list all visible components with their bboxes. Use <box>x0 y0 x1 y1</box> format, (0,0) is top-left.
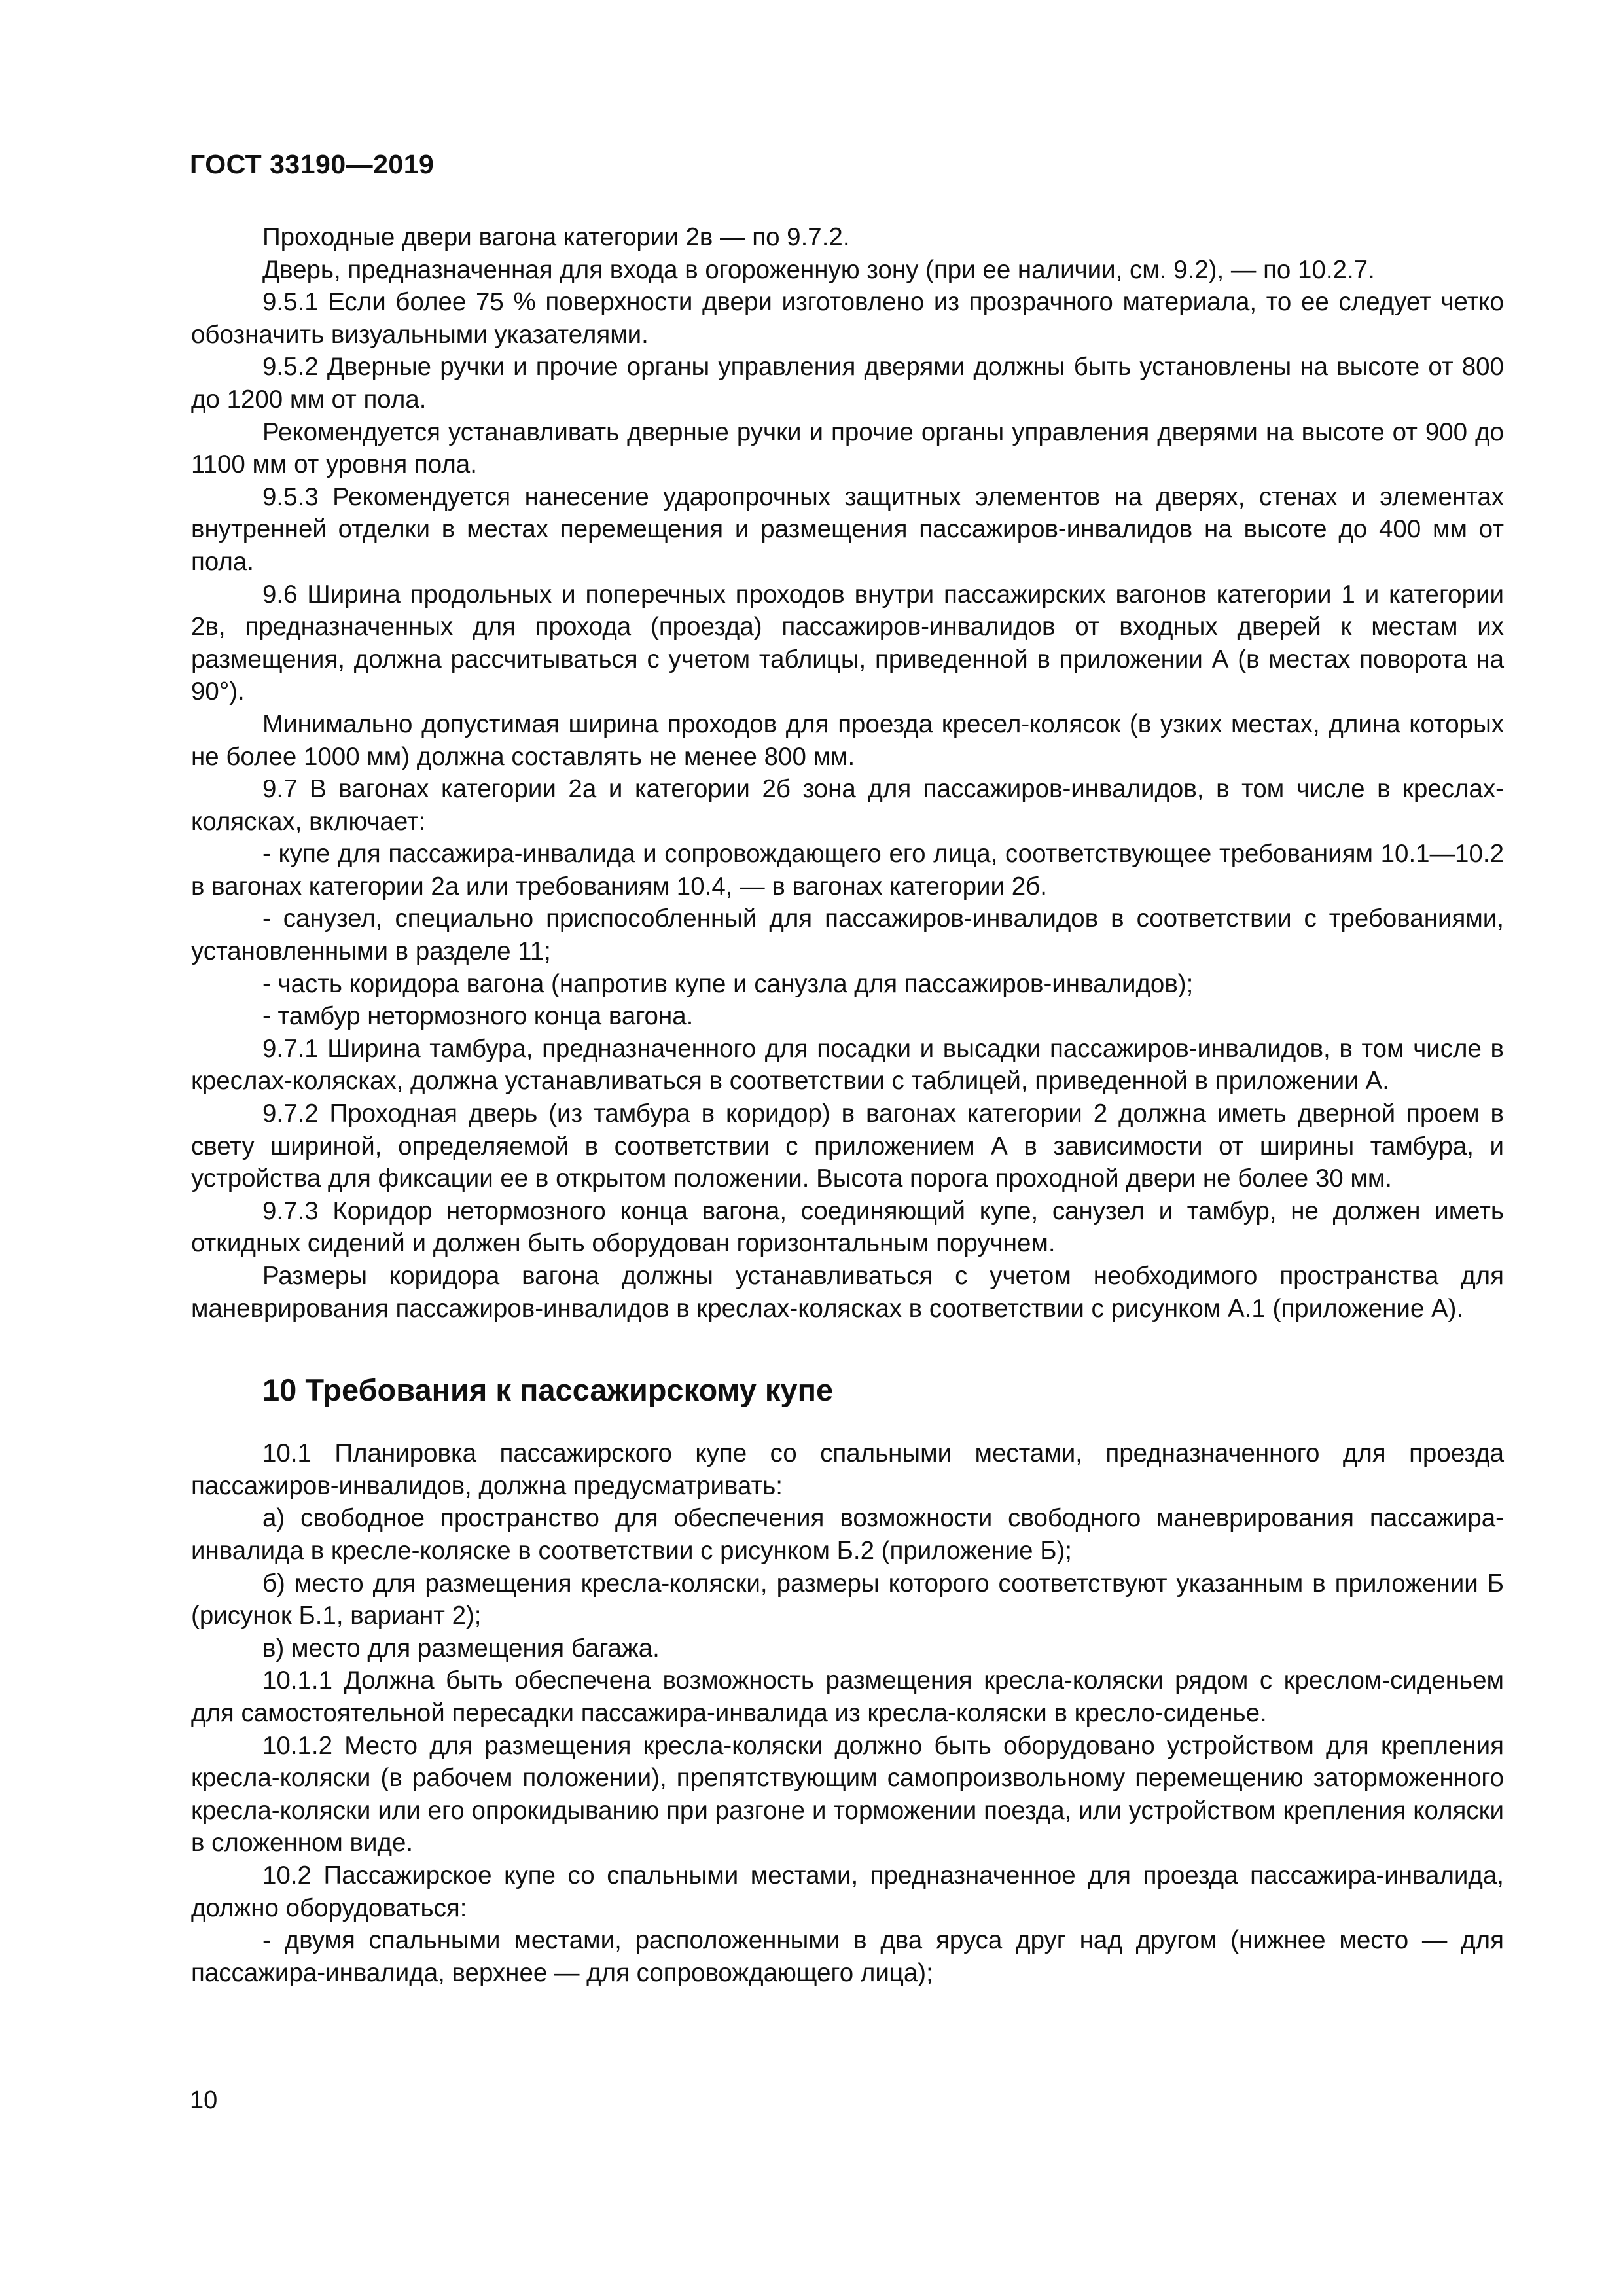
paragraph: Минимально допустимая ширина проходов для проезда кресел-колясок (в узких местах, длина которых не более 1000 мм) должна составлять не менее 800 мм. <box>191 709 1504 771</box>
paragraph: 10.1.1 Должна быть обеспечена возможность размещения кресла-коляски рядом с креслом-сиденьем для самостоятельной пересадки пассажира-инвалида из кресла-коляски в кресло-сиденье. <box>191 1666 1504 1727</box>
list-item: б) место для размещения кресла-коляски, размеры которого соответствуют указанным в приложении Б (рисунок Б.1, вариант 2); <box>191 1569 1504 1630</box>
list-item: - тамбур нетормозного конца вагона. <box>262 1002 694 1031</box>
paragraph: 9.5.3 Рекомендуется нанесение ударопрочных защитных элементов на дверях, стенах и элементах внутренней отделки в местах перемещения и размещения пассажиров-инвалидов на высоте до 400 мм от пола. <box>191 482 1504 576</box>
list-item: - купе для пассажира-инвалида и сопровождающего его лица, соответствующее требованиям 10.1—10.2 в вагонах категории 2а или требованиям 10.4, — в вагонах категории 2б. <box>191 840 1504 901</box>
paragraph: Размеры коридора вагона должны устанавливаться с учетом необходимого пространства для маневрирования пассажиров-инвалидов в креслах-колясках в соответствии с рисунком А.1 (приложение А). <box>191 1262 1504 1323</box>
paragraph: 9.7.2 Проходная дверь (из тамбура в коридор) в вагонах категории 2 должна иметь дверной проем в свету шириной, определяемой в соответствии с приложением А в зависимости от ширины тамбура, и устройства для фиксации ее в открытом положении. Высота порога проходной двери не более 30 мм. <box>191 1100 1504 1193</box>
list-item: а) свободное пространство для обеспечения возможности свободного маневрирования пассажира-инвалида в кресле-коляске в соответствии с рисунком Б.2 (приложение Б); <box>191 1504 1504 1565</box>
list-item: - санузел, специально приспособленный для пассажиров-инвалидов в соответствии с требованиями, установленными в разделе 11; <box>191 905 1504 966</box>
page-content <box>191 221 1504 1989</box>
page-number: 10 <box>190 2087 218 2114</box>
paragraph: 9.6 Ширина продольных и поперечных проходов внутри пассажирских вагонов категории 1 и категории 2в, предназначенных для прохода (проезда) пассажиров-инвалидов от входных дверей к местам их размещения, должна рассчитываться с учетом таблицы, приведенной в приложении А (в местах поворота на 90°). <box>191 580 1504 706</box>
paragraph: 9.7 В вагонах категории 2а и категории 2б зона для пассажиров-инвалидов, в том числе в креслах-колясках, включает: <box>191 775 1504 836</box>
paragraph: Проходные двери вагона категории 2в — по 9.7.2. <box>262 223 850 251</box>
paragraph: Дверь, предназначенная для входа в огороженную зону (при ее наличии, см. 9.2), — по 10.2.7. <box>262 255 1375 284</box>
paragraph: 10.1.2 Место для размещения кресла-коляски должно быть оборудовано устройством для крепления кресла-коляски (в рабочем положении), препятствующим самопроизвольному перемещению заторможенного кресла-коляски или его опрокидыванию при разгоне и торможении поезда, или устройством крепления коляски в сложенном виде. <box>191 1731 1504 1857</box>
paragraph: 9.7.1 Ширина тамбура, предназначенного для посадки и высадки пассажиров-инвалидов, в том числе в креслах-колясках, должна устанавливаться в соответствии с таблицей, приведенной в приложении А. <box>191 1034 1504 1096</box>
section-heading: 10 Требования к пассажирскому купе <box>262 1372 834 1408</box>
paragraph: 9.7.3 Коридор нетормозного конца вагона, соединяющий купе, санузел и тамбур, не должен иметь откидных сидений и должен быть оборудован горизонтальным поручнем. <box>191 1196 1504 1258</box>
standard-header: ГОСТ 33190—2019 <box>190 149 435 179</box>
paragraph: 9.5.2 Дверные ручки и прочие органы управления дверями должны быть установлены на высоте от 800 до 1200 мм от пола. <box>191 353 1504 414</box>
paragraph: 10.1 Планировка пассажирского купе со спальными местами, предназначенного для проезда пассажиров-инвалидов, должна предусматривать: <box>191 1439 1504 1500</box>
list-item: - двумя спальными местами, расположенными в два яруса друг над другом (нижнее место — для пассажира-инвалида, верхнее — для сопровождающего лица); <box>191 1926 1504 1987</box>
list-item: - часть коридора вагона (напротив купе и санузла для пассажиров-инвалидов); <box>262 969 1194 998</box>
paragraph: 10.2 Пассажирское купе со спальными местами, предназначенное для проезда пассажира-инвалида, должно оборудоваться: <box>191 1861 1504 1922</box>
paragraph: Рекомендуется устанавливать дверные ручки и прочие органы управления дверями на высоте от 900 до 1100 мм от уровня пола. <box>191 418 1504 479</box>
list-item: в) место для размещения багажа. <box>262 1634 660 1662</box>
paragraph: 9.5.1 Если более 75 % поверхности двери изготовлено из прозрачного материала, то ее следует четко обозначить визуальными указателями. <box>191 288 1504 349</box>
